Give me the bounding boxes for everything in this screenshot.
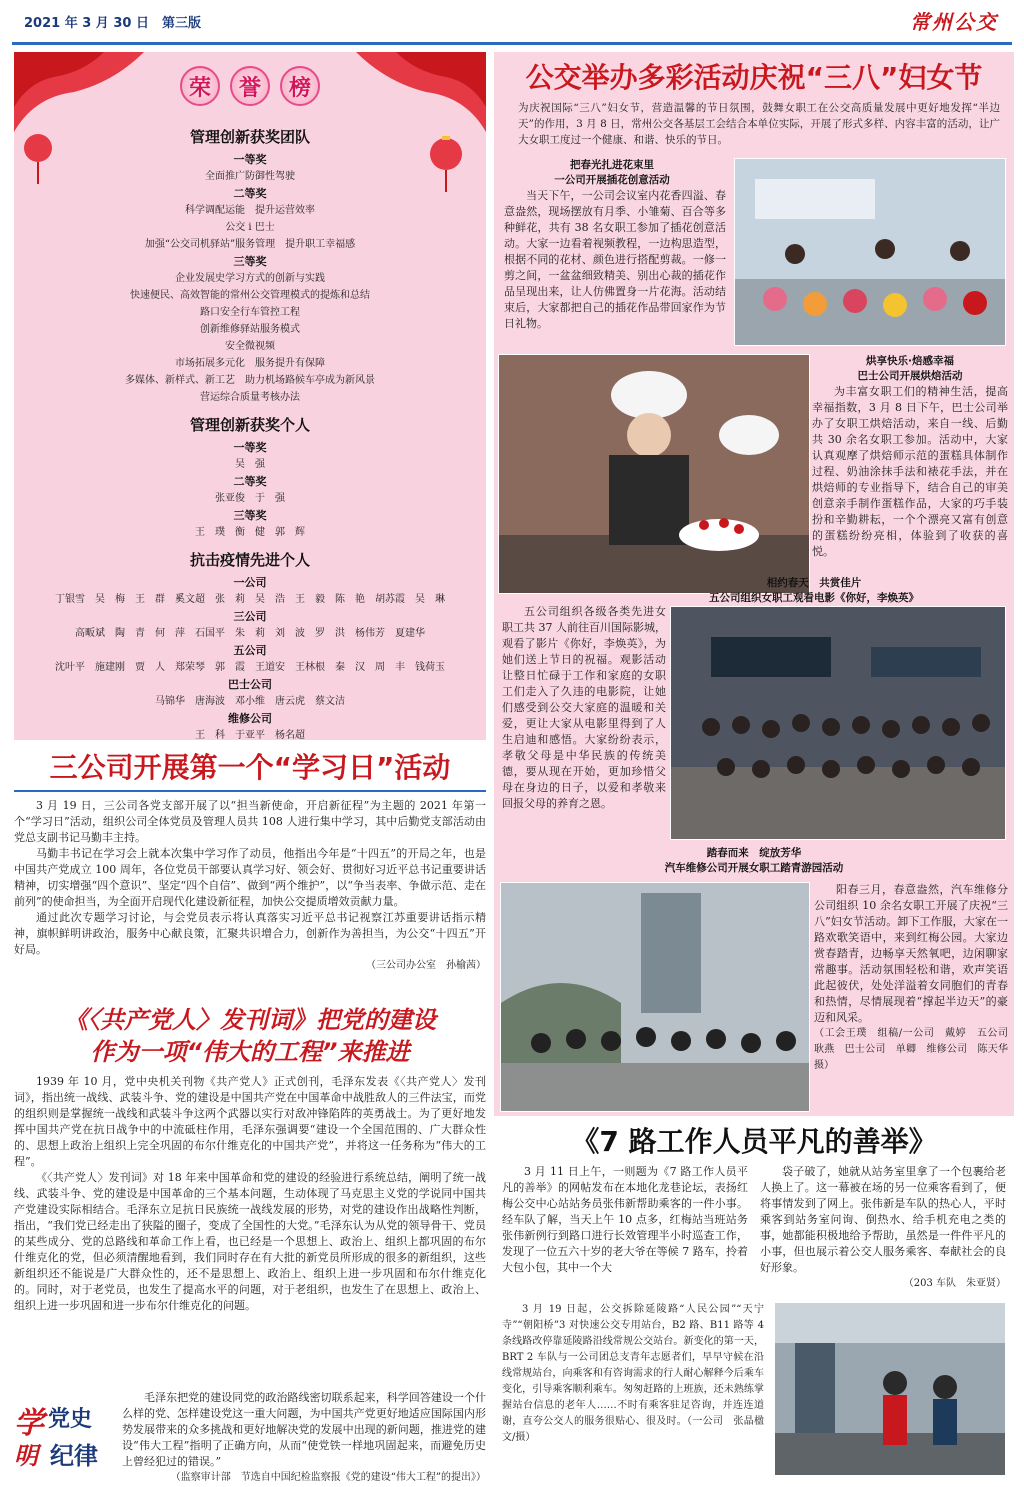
womens-day-feature	[494, 52, 1018, 1116]
article-body	[502, 1302, 764, 1446]
stamp-char: 党史	[48, 1406, 93, 1432]
section-spring-header	[494, 846, 1014, 876]
honor-list	[14, 118, 486, 740]
honor-entry: 多媒体、新样式、新工艺 助力机场路候车亭成为新风景	[125, 375, 375, 386]
photo-flower-arranging	[734, 158, 1006, 346]
article-title: 三公司开展第一个“学习日”活动	[49, 751, 451, 784]
section-subtitle: 五公司组织女职工观看电影《你好，李焕英》	[709, 592, 919, 604]
honor-entry: 营运综合质量考核办法	[200, 392, 300, 403]
photo-cinema-group	[670, 606, 1006, 840]
section-spring	[814, 882, 1018, 1074]
header-rule	[12, 42, 1012, 45]
section-baking	[812, 354, 1008, 560]
honor-entry: 马锦华 唐海波 邓小维 唐云虎 蔡文洁	[155, 696, 345, 707]
article-good-deed	[494, 1120, 1014, 1292]
paragraph: 阳春三月，春意盎然，汽车维修分公司组织 10 余名女职工开展了庆祝“三八”妇女节活动。卸下工作服，大家在一路欢歌笑语中，来到红梅公园。大家边赏春踏青，边畅享天然氧吧，边闲聊家常趣事。活动氛围轻松和谐，欢声笑语此起彼伏，处处洋溢着女同胞们的青春和热情，尽情展现着“撑起半边天”的豪迈和风采。	[814, 883, 1008, 1024]
honor-entry: 企业发展史学习方式的创新与实践	[175, 273, 325, 284]
honor-tier: 巴士公司	[228, 678, 272, 691]
stamp-char: 学	[14, 1406, 44, 1441]
paragraph: 3 月 19 日，三公司各党支部开展了以“担当新使命，开启新征程”为主题的 2021 年第一个“学习日”活动，组织公司全体党员及管理人员共 108 人进行集中学习，其中后勤党支部活动由党总支副书记马勤丰主持。	[14, 799, 486, 844]
byline: （203 车队 朱亚贤）	[903, 1278, 1006, 1289]
section-subtitle: 烘享快乐·焙感幸福	[866, 355, 954, 367]
honor-entry: 科学调配运能 提升运营效率	[185, 205, 315, 216]
paragraph: 通过此次专题学习讨论，与会党员表示将认真落实习近平总书记视察江苏重要讲话指示精神，旗帜鲜明讲政治，服务中心献良策，汇聚共识增合力，创新作为善担当，为公交“十四五”开好局。	[14, 911, 486, 956]
honor-entry: 沈叶平 施建刚 贾 人 郑荣琴 郭 霞 王道安 王林根 秦 汉 周 丰 钱荷玉	[55, 662, 445, 673]
byline: （工会王璞 组稿/一公司 戴婷 五公司 耿燕 巴士公司 单卿 维修公司 陈天华摄）	[814, 1028, 1018, 1071]
honor-banner	[180, 66, 320, 106]
byline: （监察审计部 节选自中国纪检监察报《党的建设“伟大工程”的提出》）	[170, 1472, 486, 1483]
honor-tier: 三等奖	[233, 509, 267, 522]
honor-entry: 路口安全行车管控工程	[200, 307, 300, 318]
honor-section-title: 抗击疫情先进个人	[189, 551, 310, 569]
honor-tier: 三公司	[233, 610, 267, 623]
honor-tier: 二等奖	[233, 475, 267, 488]
newspaper-logo: 常州公交	[910, 10, 998, 34]
title-rule	[14, 790, 486, 792]
section-body	[814, 882, 1008, 1026]
honor-entry: 创新维修驿站服务模式	[200, 324, 300, 335]
honor-entry: 公交 i 巴士	[225, 222, 275, 233]
stamp-char: 纪律	[50, 1441, 98, 1470]
article-title: 《7 路工作人员平凡的善举》	[571, 1125, 937, 1158]
paragraph: 1939 年 10 月，党中央机关刊物《共产党人》正式创刊，毛泽东发表《〈共产党人〉发刊词》，指出统一战线、武装斗争、党的建设是中国共产党在中国革命中战胜敌人的三件法宝，而党的组织则是掌握统一战线和武装斗争这两个武器以实行对敌冲锋陷阵的英勇战士。为了更好地发挥中国共产党在抗日战争中的中流砥柱作用，毛泽东强调要“建设一个全国范围的、广大群众性的、思想上政治上组织上完全巩固的布尔什维克化的中国共产党”，并将这一任务称为“伟大的工程”。	[14, 1075, 486, 1168]
masthead	[0, 0, 1024, 46]
honor-entry: 张亚俊 于 强	[215, 493, 285, 504]
section-movie-header	[494, 576, 1014, 606]
photo-volunteers	[774, 1302, 1006, 1476]
stamp-char: 明	[14, 1441, 38, 1470]
honor-tier: 一公司	[233, 576, 267, 589]
honor-tier: 一等奖	[233, 153, 267, 166]
section-subtitle: 汽车维修公司开展女职工踏青游园活动	[664, 862, 844, 874]
feature-title: 公交举办多彩活动庆祝“三八”妇女节	[525, 61, 983, 94]
section-subtitle: 踏春而来 绽放芳华	[706, 847, 802, 859]
issue-date: 2021 年 3 月 30 日 第三版	[24, 16, 201, 31]
byline: （三公司办公室 孙榆茜）	[366, 960, 486, 971]
article-title-line-1: 《〈共产党人〉发刊词》把党的建设	[64, 1006, 436, 1034]
paragraph: 马勤丰书记在学习会上就本次集中学习作了动员，他指出今年是“十四五”的开局之年，也是中国共产党成立 100 周年，各位党员干部要认真学习好、领会好、贯彻好习近平总书记重要讲话精神，切实增强“四个意识”、坚定“四个自信”、做到“两个维护”，以“争当表率、争做示范、走在前列”的使命担当，为全面开启现代化建设新征程，加快公交提质增效贡献力量。	[14, 847, 486, 908]
honor-tier: 一等奖	[233, 441, 267, 454]
honor-entry: 王 璞 衡 健 郭 辉	[195, 527, 305, 538]
section-subtitle: 巴士公司开展烘焙活动	[857, 370, 963, 382]
honor-section-title: 管理创新获奖团队	[189, 128, 310, 146]
section-subtitle: 把春光扎进花束里	[570, 159, 654, 171]
article-study-day	[14, 748, 486, 974]
honor-roll	[14, 52, 486, 740]
honor-tier: 维修公司	[228, 712, 272, 725]
section-movie	[494, 604, 666, 812]
paragraph: 当天下午，一公司会议室内花香四溢、春意盎然，现场摆放有月季、小雏菊、百合等多种鲜花，共有 38 名女职工参加了插花创意活动。大家一边看着视频教程，一边构思造型，根据不同的花材、颜色进行搭配剪裁。一修一剪之间，一盆盆细致精美、别出心裁的插花作品呈现出来，让人仿佛置身一片花海。活动结束后，大家都把自己的插花作品带回家作为节日礼物。	[504, 189, 726, 330]
column	[760, 1164, 1006, 1292]
section-body	[494, 188, 730, 332]
section-body	[812, 384, 1008, 560]
honor-entry: 吴 强	[235, 459, 265, 470]
banner-char: 荣	[180, 66, 220, 106]
photo-park-group	[500, 882, 810, 1112]
honor-entry: 加强“公交司机驿站”服务管理 提升职工幸福感	[144, 239, 356, 250]
article-body	[14, 798, 486, 974]
honor-entry: 安全微视频	[225, 341, 275, 352]
article-brt-stations	[494, 1296, 1014, 1476]
honor-tier: 三等奖	[233, 255, 267, 268]
banner-char: 誉	[230, 66, 270, 106]
honor-entry: 全面推广防御性驾驶	[205, 171, 295, 182]
section-body	[494, 604, 666, 812]
paragraph: 为丰富女职工们的精神生活，提高幸福指数，3 月 8 日下午，巴士公司举办了女职工烘焙活动，来自一线、后勤共 30 余名女职工参加。活动中，大家认真观摩了烘焙师示范的蛋糕具体制作过程、奶油涂抹手法和裱花手法，并在烘焙师的专业指导下，结合自己的审美创意亲手制作蛋糕作品，大家的巧手装扮和辛勤耕耘，一个个漂亮又富有创意的蛋糕纷纷亮相，体验到了收获的喜悦。	[812, 385, 1008, 558]
article-body-tail	[122, 1390, 486, 1486]
honor-entry: 丁银雪 吴 梅 王 群 奚文超 张 莉 吴 浩 王 毅 陈 艳 胡苏霞 吴 琳	[55, 594, 445, 605]
honor-section-title: 管理创新获奖个人	[189, 416, 310, 434]
paragraph: 3 月 11 日上午，一则题为《7 路工作人员平凡的善举》的网帖发布在本地化龙巷论坛，表扬红梅公交中心站站务员张伟新帮助乘客的一件小事。经车队了解，当天上午 10 点多，红梅站当班站务张伟新例行到路口进行长效管理半小时巡查工作，发现了一位五六十岁的老大爷在等候 7 路车，拎着大包小包，其中一个大	[502, 1165, 748, 1274]
paragraph: 五公司组织各级各类先进女职工共 37 人前往百川国际影城，观看了影片《你好，李焕英》，为她们送上节日的祝福。观影活动让整日忙碌于工作和家庭的女职工们走入了久违的电影院，让她们感受到公交大家庭的温暖和关爱，更让大家从电影里得到了人生启迪和感悟。大家纷纷表示，孝敬父母是中华民族的传统美德，要从现在开始，更加珍惜父母在身边的日子，以爱和孝敬来回报父母的养育之恩。	[502, 605, 666, 810]
paragraph: 毛泽东把党的建设同党的政治路线密切联系起来，科学回答建设一个什么样的党、怎样建设党这一重大问题，为中国共产党更好地适应国际国内形势发展带来的众多挑战和更好地解决党的发展中出现的新问题，推进党的建设“伟大工程”指明了正确方向，从而“使党铁一样地巩固起来，而避免历史上曾经犯过的错误。”	[122, 1391, 486, 1468]
section-subtitle: 相约春天 共赏佳片	[766, 577, 862, 589]
honor-entry: 快速便民、高效智能的常州公交管理模式的提炼和总结	[130, 290, 370, 301]
column	[502, 1164, 748, 1292]
paragraph: 袋子破了，她就从站务室里拿了一个包裹给老人换上了。这一幕被在场的另一位乘客看到了，便将事情发到了网上。张伟新是车队的热心人，平时乘客到站务室问询、倒热水、给手机充电之类的事，她都能积极地给予帮助，虽然是一件件平凡的小事，但也展示着公交人服务乘客、奉献社会的良好形象。	[760, 1165, 1006, 1274]
banner-char: 榜	[280, 66, 320, 106]
section-subtitle: 一公司开展插花创意活动	[554, 174, 670, 186]
article-body	[494, 1164, 1014, 1292]
feature-intro: 为庆祝国际“三八”妇女节，营造温馨的节日氛围，鼓舞女职工在公交高质量发展中更好地发挥“半边天”的作用，3 月 8 日，常州公交各基层工会结合本单位实际，开展了形式多样、内容丰富的活动，让广大女职工度过一个健康、和谐、快乐的节日。	[518, 102, 1000, 146]
paragraph: 《〈共产党人〉发刊词》对 18 年来中国革命和党的建设的经验进行系统总结，阐明了统一战线、武装斗争、党的建设是中国革命的三个基本问题，生动体现了马克思主义党的学说同中国共产党建设实际相结合。毛泽东立足抗日民族统一战线发展的形势，对党的建设作出战略性判断，指出，“我们党已经走出了狭隘的圈子，变成了全国性的大党。”毛泽东认为从党的领导骨干、党员的某些成分、党的总路线和革命工作上看，也已经是一个思想上、政治上、组织上都巩固的布尔什维克化的党，但必须清醒地看到，我们同时存在有大批的新党员所形成的很多的新组织，这些新组织还不能说是广大群众性的，还不是思想上、政治上、组织上进一步巩固和布尔什维克化的。同时，对于老党员，也发生了提高水平的问题，对于老组织，也发生了在思想上、政治上、组织上进一步巩固和进一步布尔什维克化的问题。	[14, 1171, 486, 1312]
honor-entry: 高畈斌 陶 青 何 萍 石国平 朱 莉 刘 波 罗 洪 杨伟芳 夏建华	[75, 628, 425, 639]
honor-entry: 市场拓展多元化 服务提升有保障	[175, 358, 325, 369]
paragraph: 3 月 19 日起，公交拆除延陵路“人民公园”“天宁寺”“朝阳桥”3 对快速公交专用站台，B2 路、B11 路等 4 条线路改停靠延陵路沿线常规公交站台。新变化的第一天，BRT 2 车队与一公司团总支青年志愿者们，早早守候在沿线常规站台，向乘客和有咨询需求的行人耐心解释今后乘车变化，引导乘客顺利乘车。匆匆赶路的上班族，还未熟练掌握站台信息的老年人……不时有乘客驻足咨询，并连连道谢，直夸公交人的服务很贴心、很及时。（一公司 张晶楹文/摄）	[502, 1304, 764, 1443]
photo-baking	[498, 354, 810, 594]
article-party-building	[14, 1004, 486, 1314]
honor-tier: 五公司	[233, 644, 267, 657]
honor-entry: 王 科 于亚平 杨名超	[195, 730, 305, 740]
party-history-stamp	[14, 1394, 114, 1474]
article-title-line-2: 作为一项“伟大的工程”来推进	[90, 1038, 410, 1066]
section-flower	[494, 158, 730, 332]
article-body	[14, 1074, 486, 1314]
honor-tier: 二等奖	[233, 187, 267, 200]
